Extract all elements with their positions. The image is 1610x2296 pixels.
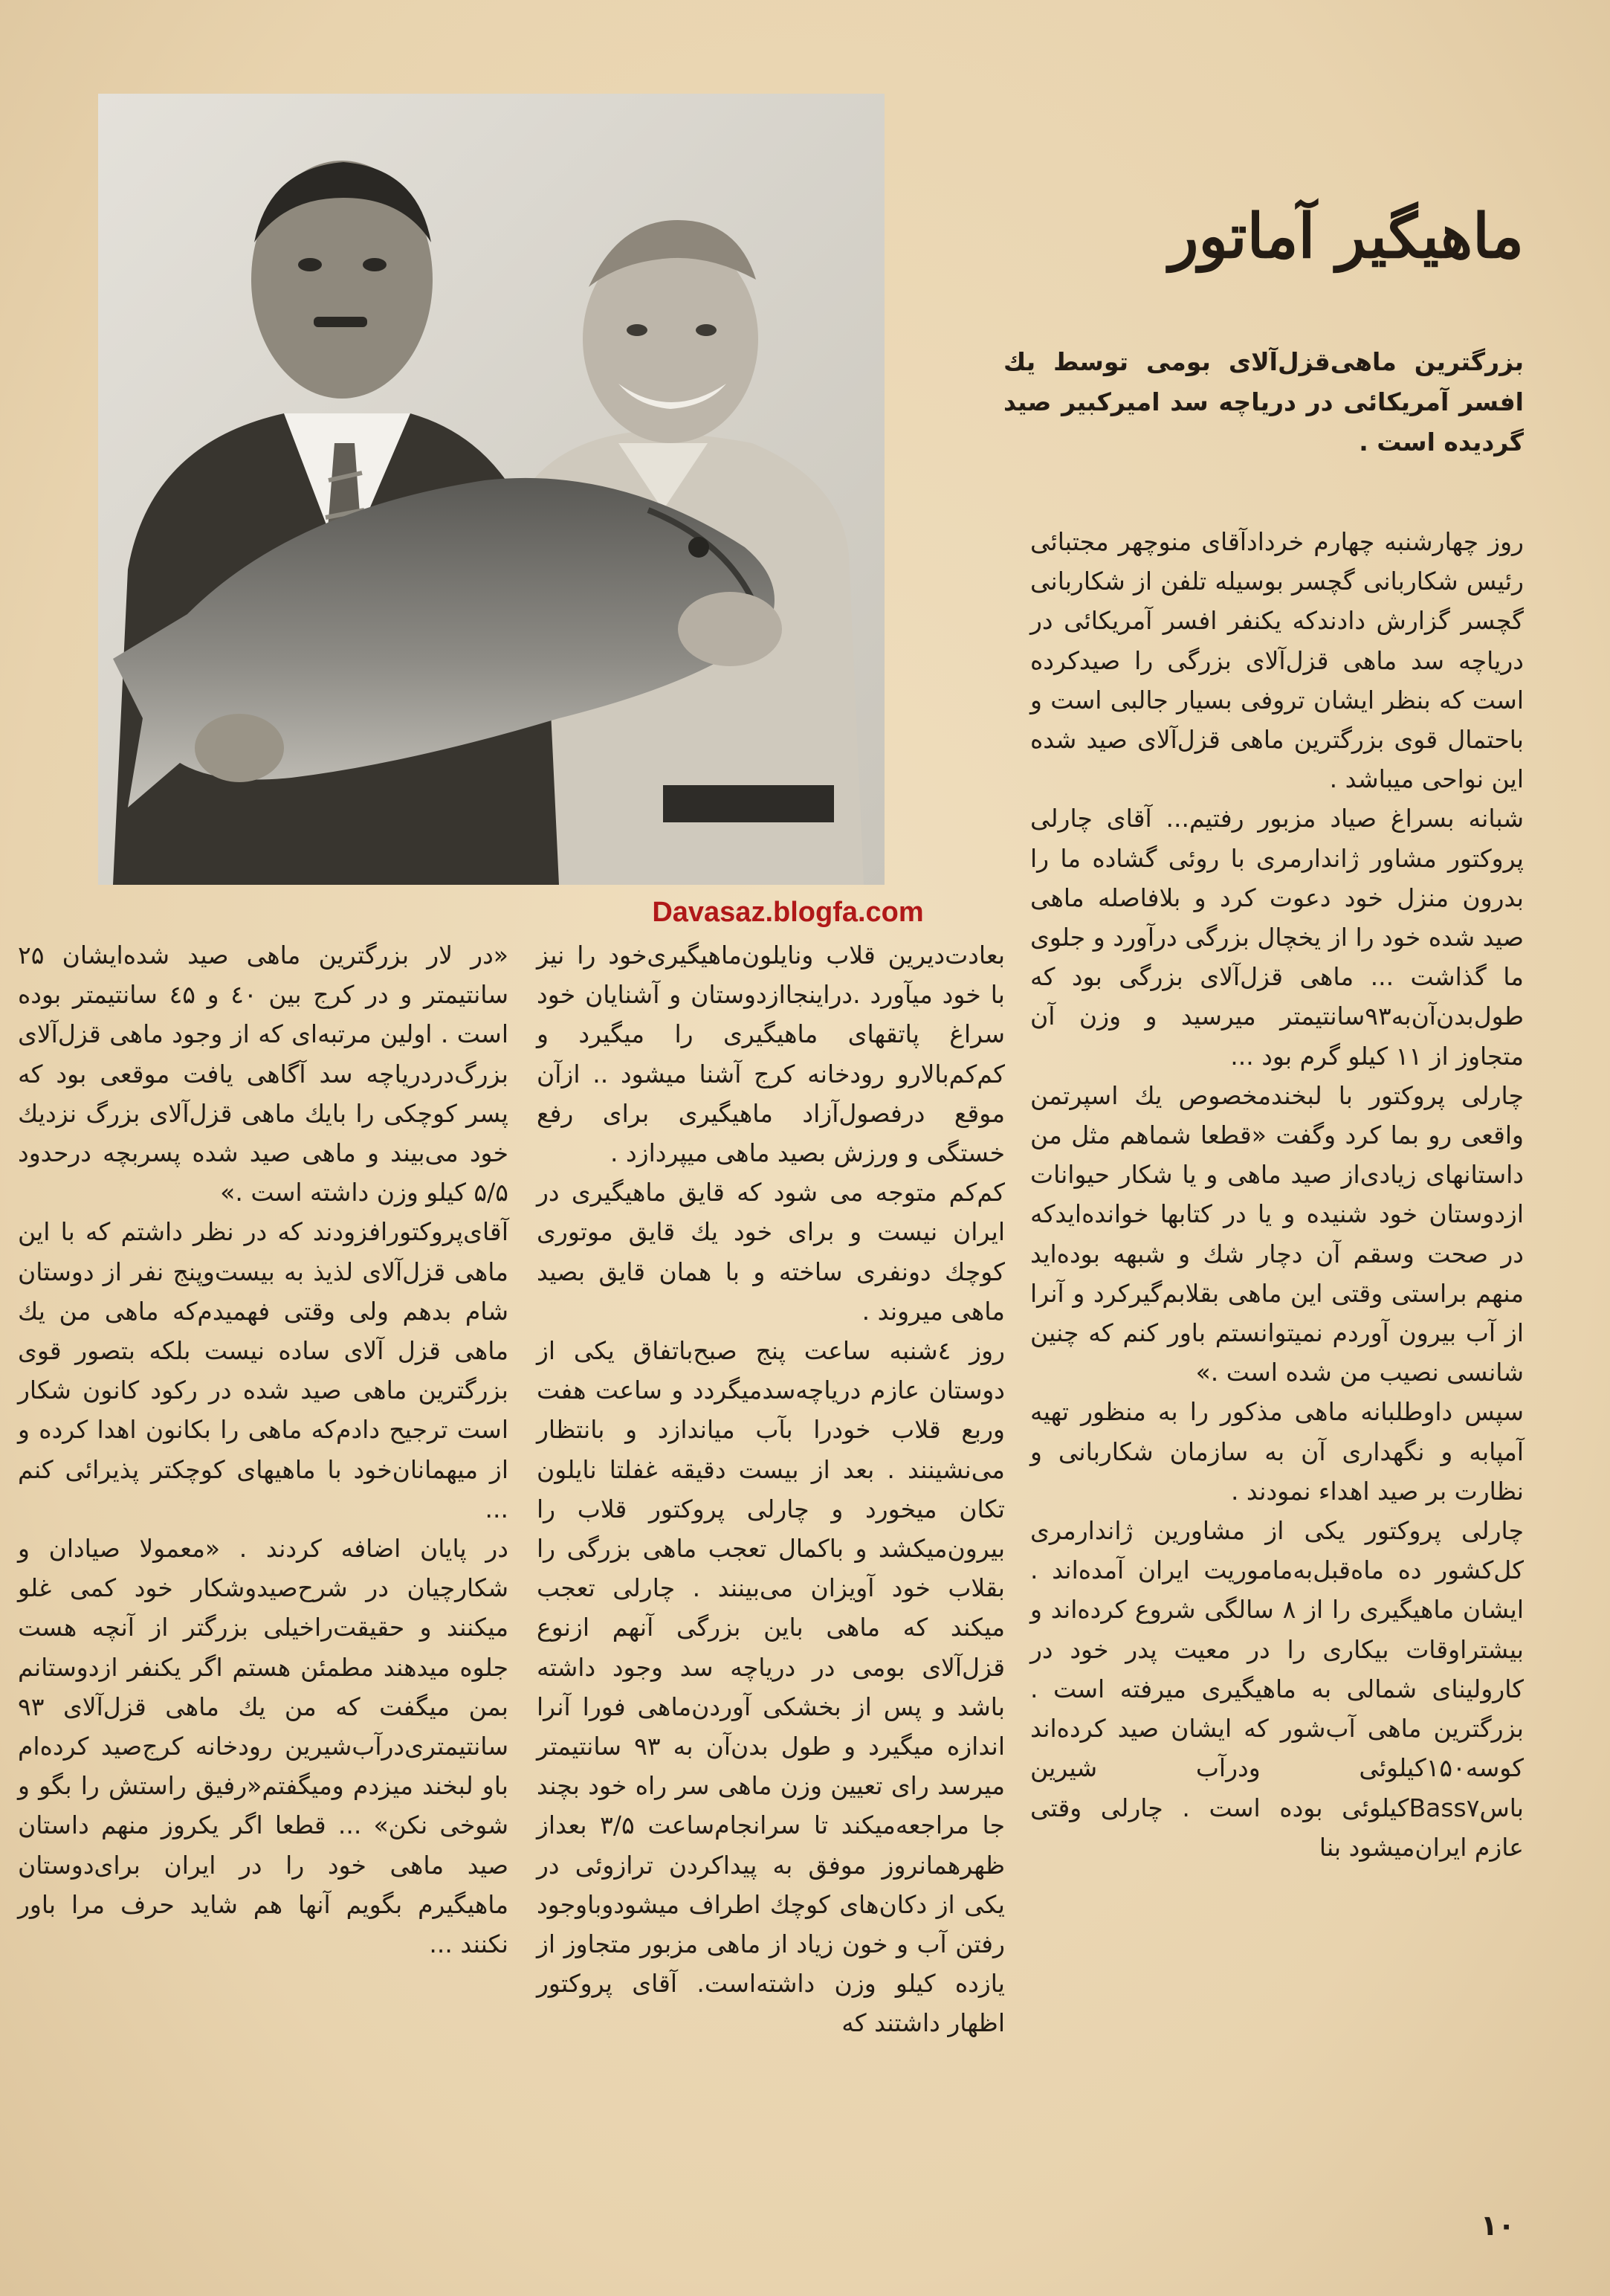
paragraph: چارلی پروكتور با لبخندمخصوص یك اسپرتمن واقعی رو بما كرد وگفت «قطعا شماهم مثل من داستانهای زیادی‌از صید ماهی و یا شكار حیوانات ازدوستان خود شنیده و یا در كتابها خوانده‌ایدكه در صحت وسقم آن دچار شك و شبهه بوده‌اید منهم براستی وقتی این ماهی بقلابم‌گیركرد و آنرا از آب بیرون آوردم نمیتوانستم باور كنم كه چنین شانسی نصیب من شده است .»: [1030, 1080, 1524, 1387]
paragraph: سپس داوطلبانه ماهی مذكور را به منظور تهیه آمپابه و نگهداری آن به سازمان شكاربانی و نظارت بر صید اهداء نمودند .: [1030, 1397, 1524, 1506]
article-lead: بزرگترین ماهی‌قزل‌آلای بومی توسط یك افسر آمریكائی در دریاچه‌ سد امیركبیر صید گردیده است .: [1003, 347, 1524, 457]
paragraph: روز چهارشنبه چهارم خردادآقای منوچهر مجتبائی رئیس شكاربانی گچسر بوسیله تلفن از شكاربانی گچسر گزارش دادندكه یكنفر افسر آمریكائی در دریاچه سد ماهی قزل‌آلای بزرگی را صیدكرده است كه بنظر ایشان تروفی بسیار جالبی است و باحتمال قوی بزرگترین ماهی قزل‌آلای صید شده این نواحی میباشد .: [1030, 527, 1524, 794]
paragraph: «در لار بزرگترین ماهی صید شده‌ایشان ۲۵ سانتیمتر و در كرج بین ٤۰ و ٤۵ سانتیمتر بوده است . اولین مرتبه‌ای كه از وجود ماهی قزل‌آلای بزرگ‌دردریاچه سد آگاهی یافت موقعی بود كه پسر كوچكی را بایك ماهی قزل‌آلای بزرگ نزدیك خود می‌بیند و ماهی صید شده پسربچه درحدود ۵/۵ كیلو وزن داشته است .»: [18, 941, 508, 1207]
paragraph: كم‌كم متوجه می شود كه قایق ماهیگیری در ایران نیست و برای خود یك قایق موتوری كوچك دونفری ساخته و با همان قایق بصید ماهی میروند .: [537, 1178, 1005, 1326]
page-number: ۱۰: [1480, 2209, 1516, 2242]
watermark-url: Davasaz.blogfa.com: [652, 897, 924, 928]
text-column-right: [1030, 522, 1524, 1867]
paragraph: بعادت‌دیرین قلاب ونایلون‌ماهیگیری‌خود را نیز با خود میآورد .دراینجاازدوستان و آشنایان خود سراغ پاتقهای ماهیگیری را میگیرد و كم‌كم‌بالارو رودخانه كرج آشنا میشود .. ازآن موقع درفصول‌آزاد ماهیگیری برای رفع خستگی و ورزش بصید ماهی میپردازد .: [537, 941, 1005, 1168]
article-photo: [98, 94, 885, 885]
text-column-middle: [537, 935, 1005, 2043]
paragraph: آقای‌پروكتورافزودند كه در نظر داشتم كه با این ماهی قزل‌آلای لذیذ به بیست‌وپنج نفر از دوستان شام بدهم ولی وقتی فهمیدم‌كه ماهی من یك ماهی قزل آلای ساده نیست بلكه بتصور قوی بزرگترین ماهی صید شده در ركود كانون شكار است ترجیح دادم‌كه ماهی را بكانون اهدا كرده و از میهمانان‌خود با ماهیهای كوچكتر پذیرائی كنم ...: [18, 1217, 508, 1523]
text-column-left: [18, 935, 508, 1964]
paragraph: شبانه بسراغ صیاد مزبور رفتیم... آقای چارلی پروكتور مشاور ژاندارمری با روئی گشاده ما را بدرون منزل خود دعوت كرد و بلافاصله ماهی صید شده خود را از یخچال بزرگی درآورد و جلوی ما گذاشت ... ماهی قزل‌آلای بزرگی بود كه طول‌بدن‌آن‌به۹۳سانتیمتر میرسید و وزن آن متجاوز از ۱۱ كیلو گرم بود ...: [1030, 804, 1524, 1071]
paragraph: چارلی پروكتور یكی از مشاورین ژاندارمری كل‌كشور ده ماه‌قبل‌به‌ماموریت ایران آمده‌اند . ایشان ماهیگیری را از ۸ سالگی شروع كرده‌اند و بیشتراوقات بیكاری را در معیت پدر خود در كارولینای شمالی به ماهیگیری میرفته است . بزرگترین ماهی آب‌شور كه ایشان صید كرده‌اند كوسه۱۵۰كیلوئی ودرآب شیرین باس‌Bass۷كیلوئی بوده است . چارلی وقتی عازم ایران‌میشود بنا: [1030, 1516, 1524, 1862]
paragraph: در پایان اضافه كردند . «معمولا صیادان و شكارچیان در شرح‌صیدوشكار خود كمی غلو میكنند و حقیقت‌راخیلی بزرگتر از آنچه هست جلوه میدهند مطمئن هستم اگر یكنفر ازدوستانم بمن میگفت كه من یك ماهی قزل‌آلای ۹۳ سانتیمتری‌درآب‌شیرین رودخانه كرج‌صید كرده‌ام باو لبخند میزدم ومیگفتم«رفیق راستش را بگو و شوخی نكن» ... قطعا اگر یكروز منهم داستان صید ماهی خود را در ایران برای‌دوستان ماهیگیرم بگویم آنها هم شاید حرف مرا باور نكنند ...: [18, 1534, 508, 1959]
photo-two-men-with-trout: [98, 94, 885, 885]
article-title: ماهیگیر آماتور: [1168, 201, 1524, 272]
paragraph: روز ٤شنبه ساعت پنج صبح‌باتفاق یكی از دوستان عازم دریاچه‌سدمیگردد و ساعت هفت وربع قلاب خودرا بآب میاندازد و بانتظار می‌نشینند . بعد از بیست دقیقه غفلتا نایلون تكان میخورد و چارلی پروكتور قلاب را بیرون‌میكشد و باكمال تعجب ماهی بزرگی را بقلاب خود آویزان می‌بینند . چارلی تعجب میكند كه ماهی باین بزرگی آنهم ازنوع قزل‌آلای بومی در دریاچه سد وجود داشته باشد و پس از بخشكی آوردن‌ماهی فورا آنرا اندازه میگیرد و طول بدن‌آن به ۹۳ سانتیمتر میرسد رای تعیین وزن ماهی سر راه خود بچند جا مراجعه‌میكند تا سرانجام‌ساعت ۳/۵ بعداز ظهرهمانروز موفق به پیداكردن ترازوئی در یكی از دكان‌های كوچك اطراف میشودوباوجود رفتن آب و خون زیاد از ماهی مزبور متجاوز از یازده كیلو وزن داشته‌است. آقای پروكتور اظهار داشتند كه: [537, 1336, 1005, 2038]
